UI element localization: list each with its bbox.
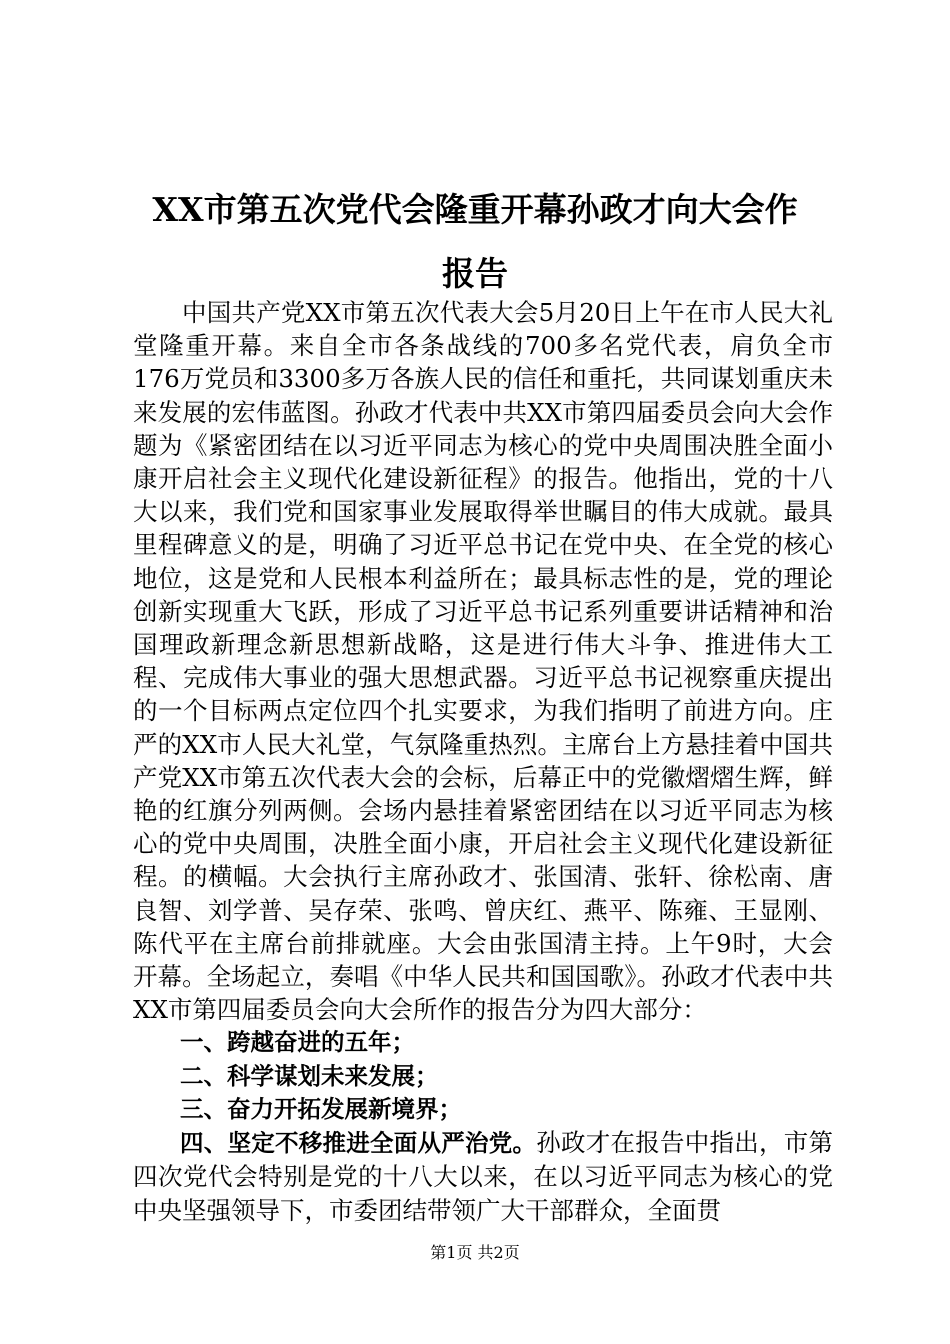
title-line-2: 报告 (442, 254, 508, 293)
report-section-2: 二、科学谋划未来发展； (180, 1061, 439, 1090)
report-section-1: 一、跨越奋进的五年； (180, 1028, 415, 1057)
document-title (120, 178, 830, 306)
report-section-4: 四、坚定不移推进全面从严治党。 (180, 1129, 537, 1158)
title-line-1: XX市第五次党代会隆重开幕孙政才向大会作 (152, 190, 798, 229)
report-section-4-paragraph (133, 1126, 833, 1229)
page-footer: 第1页 共2页 (430, 1243, 520, 1262)
body-paragraph-1: 中国共产党XX市第五次代表大会5月20日上午在市人民大礼堂隆重开幕。来自全市各条战线的700多名党代表，肩负全市176万党员和3300多万各族人民的信任和重托，共同谋划重庆未来发展的宏伟蓝图。孙政才代表中共XX市第四届委员会向大会作题为《紧密团结在以习近平同志为核心的党中央周围决胜全面小康开启社会主义现代化建设新征程》的报告。他指出，党的十八大以来，我们党和国家事业发展取得举世瞩目的伟大成就。最具里程碑意义的是，明确了习近平总书记在党中央、在全党的核心地位，这是党和人民根本利益所在；最具标志性的是，党的理论创新实现重大飞跃，形成了习近平总书记系列重要讲话精神和治国理政新理念新思想新战略，这是进行伟大斗争、推进伟大工程、完成伟大事业的强大思想武器。习近平总书记视察重庆提出的一个目标两点定位四个扎实要求，为我们指明了前进方向。庄严的XX市人民大礼堂，气氛隆重热烈。主席台上方悬挂着中国共产党XX市第五次代表大会的会标，后幕正中的党徽熠熠生辉，鲜艳的红旗分列两侧。会场内悬挂着紧密团结在以习近平同志为核心的党中央周围，决胜全面小康，开启社会主义现代化建设新征程。的横幅。大会执行主席孙政才、张国清、张轩、徐松南、唐良智、刘学普、吴存荣、张鸣、曾庆红、燕平、陈雍、王显刚、陈代平在主席台前排就座。大会由张国清主持。上午9时，大会开幕。全场起立，奏唱《中华人民共和国国歌》。孙政才代表中共XX市第四届委员会向大会所作的报告分为四大部分： (133, 298, 833, 1025)
report-section-3: 三、奋力开拓发展新境界； (180, 1094, 462, 1123)
body-paragraph-2: 孙政才在报告中指出，市第四次党代会特别是党的十八大以来，在以习近平同志为核心的党中央坚强领导下，市委团结带领广大干部群众，全面贯 (133, 1128, 833, 1226)
document-body (133, 296, 833, 1229)
